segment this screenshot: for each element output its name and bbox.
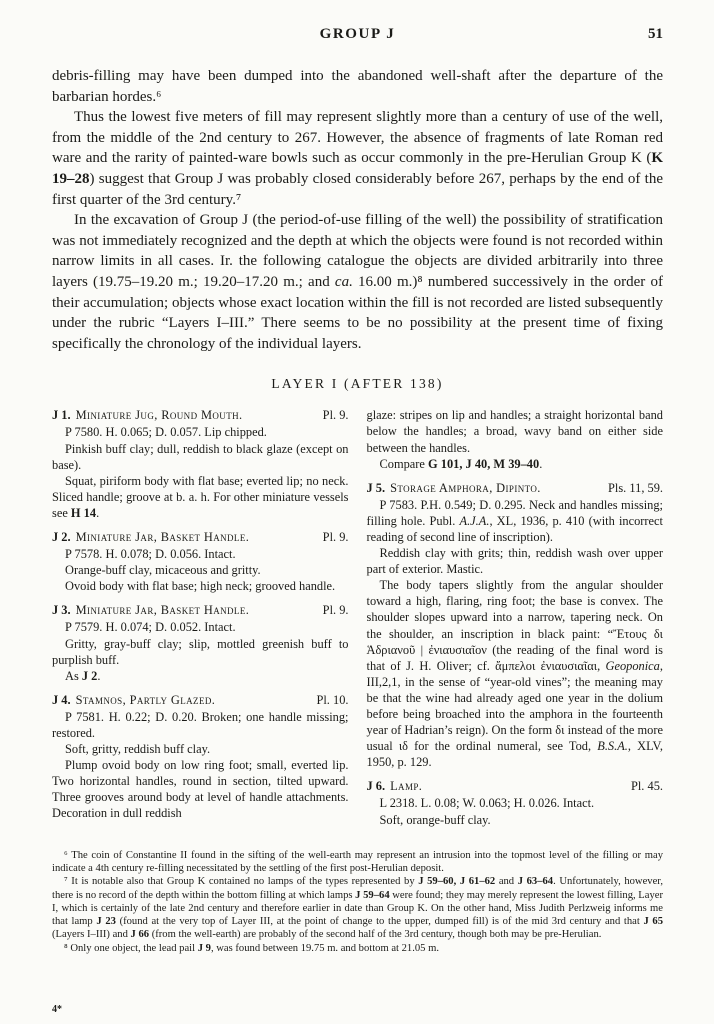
text-segment: J 65 (643, 916, 663, 928)
catalog (52, 407, 663, 835)
entry-heading (367, 480, 664, 496)
footnotes-section (52, 849, 663, 955)
plate-reference: Pl. 9. (322, 408, 349, 423)
entry-paragraph: P 7578. H. 0.078; D. 0.056. Intact. (65, 547, 236, 562)
text-segment: J 66 (130, 929, 150, 941)
entry-id: J 6. (366, 779, 386, 794)
intro-section (52, 66, 663, 354)
catalog-column-left (52, 407, 349, 835)
entry-id: J 4. (52, 692, 71, 707)
entry-id: J 3. (52, 603, 71, 618)
entry-heading (52, 407, 349, 423)
page-number: 51 (648, 26, 663, 42)
text-segment: P 7583. P.H. 0.549; D. 0.295. Neck and handles missing; filling hole. Publ. (366, 497, 663, 528)
entry-heading (367, 778, 664, 794)
text-segment: J 59–60, J 61–62 (418, 876, 496, 888)
page-header (52, 26, 663, 46)
plate-reference: Pl. 10. (316, 692, 349, 707)
entry-paragraph: P 7580. H. 0.065; D. 0.057. Lip chipped. (65, 425, 267, 440)
text-segment: ⁸ Only one object, the lead pail (64, 942, 198, 954)
footnote-8 (52, 942, 663, 955)
catalog-entry-j2 (52, 529, 349, 594)
text-segment: , was found between 19.75 m. and bottom at 21.05 m. (210, 942, 440, 954)
text-segment: Squat, piriform body with flat base; everted lip; no neck. Sliced handle; groove at b. a. h. For other miniature vessels see (52, 473, 349, 520)
plate-reference: Pl. 45. (630, 779, 663, 794)
entry-title: Miniature Jar, Basket Handle. (75, 529, 250, 544)
entry-heading (52, 529, 349, 545)
entry-paragraph (52, 473, 349, 521)
text-segment: A.J.A. (459, 513, 490, 528)
text-segment: (found at the very top of Layer III, at the point of change to the upper, dumped fill) is of the mid 3rd century and that (115, 916, 644, 928)
running-title: GROUP J (319, 26, 396, 42)
text-segment: J 2 (81, 668, 98, 683)
footnote-6: ⁶ The coin of Constantine II found in the sifting of the well-earth may represent an intrusion into the topmost level of the filling or may indicate a 4th century re-filling necessitated by the settling of the first post-Herulian deposit. (52, 849, 663, 874)
entry-title: Miniature Jug, Round Mouth. (75, 408, 243, 423)
catalog-column-right (367, 407, 664, 835)
text-segment: J 9 (197, 942, 211, 954)
text-segment: Thus the lowest five meters of fill may represent slightly more than a century of use of the well, from the middle of the 2nd century to 267. However, the absence of fragments of late Roman red ware and the rarity of painted-ware bowls such as occur commonly in the pre-Herulian Group K ( (52, 109, 663, 167)
text-segment: (Layers I–III) and (52, 929, 131, 941)
intro-paragraph-1: debris-filling may have been dumped into the abandoned well-shaft after the departure of the barbarian hordes.⁶ (52, 68, 663, 105)
text-segment: ca. (334, 273, 353, 290)
catalog-entry-j5 (367, 480, 664, 771)
text-segment: . (96, 505, 100, 520)
text-segment: , III,2,1, in the sense of “year-old vines”; the meaning may be that the wine had already aged one year in the dolium before being broached into the amphora in the fourteenth year of Hadrian’s reign). On the form δι instead of the more usual ιδ for the ordinal numeral, see Tod, (366, 658, 663, 754)
text-segment: and (495, 876, 518, 888)
catalog-entry-j4-continuation (367, 407, 664, 471)
entry-paragraph: Pinkish buff clay; dull, reddish to black glaze (except on base). (52, 441, 349, 472)
entry-title: Miniature Jar, Basket Handle. (75, 603, 250, 618)
text-segment: B.S.A. (597, 739, 628, 754)
entry-paragraph: glaze: stripes on lip and handles; a straight horizontal band below the handles; a broad, wavy band on either side between the handles. (366, 408, 663, 455)
entry-paragraph (367, 497, 664, 545)
text-segment: In the excavation of Group J (the period-of-use filling of the well) the possibility of stratification was not immediately recognized and the depth at which the objects were found is not recorded within narrow limits in all cases. Ir. the following catalogue the objects are divided arbitrarily into three layers (19.75–19.20 m.; 19.20–17.20 m.; and (52, 212, 663, 290)
entry-paragraph: P 7579. H. 0.074; D. 0.052. Intact. (65, 620, 236, 635)
entry-paragraph (367, 456, 664, 472)
entry-paragraph (52, 668, 349, 684)
footnote-7 (52, 875, 663, 941)
text-segment: Geoponica (605, 658, 660, 673)
entry-heading (52, 692, 349, 708)
entry-paragraph: Ovoid body with flat base; high neck; grooved handle. (65, 579, 336, 594)
text-segment: J 63–64 (517, 876, 554, 888)
entry-title: Storage Amphora, Dipinto. (390, 480, 541, 495)
text-segment: J 23 (96, 916, 116, 928)
plate-reference: Pl. 9. (322, 529, 349, 544)
entry-title: Lamp. (390, 779, 423, 794)
entry-id: J 5. (366, 480, 386, 495)
entry-paragraph: Plump ovoid body on low ring foot; small, everted lip. Two horizontal handles, round in section, tilted upward. Three grooves around body at level of handle attachments. Decoration in dull reddish (52, 758, 349, 821)
plate-reference: Pl. 9. (322, 603, 349, 618)
text-segment: As (65, 668, 82, 683)
text-segment: , XL, 1936, p. 410 (with incorrect reading of second line of inscription). (366, 513, 663, 544)
catalog-entry-j3 (52, 602, 349, 683)
entry-paragraph: P 7581. H. 0.22; D. 0.20. Broken; one handle missing; restored. (52, 709, 349, 740)
entry-id: J 2. (52, 529, 71, 544)
text-segment: . Unfortunately, however, there is no record of the depth within the bottom filling at which lamps (52, 876, 664, 901)
catalog-entry-j1 (52, 407, 349, 521)
entry-paragraph: Soft, gritty, reddish buff clay. (65, 742, 211, 757)
entry-paragraph: Reddish clay with grits; thin, reddish wash over upper part of exterior. Mastic. (366, 546, 663, 577)
signature-mark: 4* (52, 1004, 62, 1015)
intro-paragraph-3 (52, 210, 663, 354)
text-segment: Compare (379, 456, 429, 471)
text-segment: 16.00 m.)⁸ numbered successively in the order of their accumulation; objects whose exact location within the fill is not recorded are listed subsequently under the rubric “Layers I–III.” There seems to be no possibility at the present time of fixing specifically the chronology of the individual layers. (52, 273, 663, 352)
intro-paragraph-2 (52, 107, 663, 210)
catalog-entry-j6 (367, 778, 664, 827)
section-heading: LAYER I (AFTER 138) (271, 376, 444, 392)
text-segment: . (97, 668, 101, 683)
entry-heading (52, 602, 349, 618)
text-segment: The body tapers slightly from the angular shoulder toward a high, flaring, ring foot; the base is convex. The shoulder slopes upward into a narrow, tapering neck. On the shoulder, an inscription in black paint: “Ἔτους δι Ἁδριανοῦ | ἐνιαυσιαῖον (the reading of the final word is that of J. H. Oliver; cf. ἄμπελοι ἐνιαυσιαῖαι, (366, 578, 663, 673)
text-segment: (from the well-earth) are probably of the second half of the 3rd century, though both may be pre-Herulian. (149, 929, 602, 941)
entry-paragraph: L 2318. L. 0.08; W. 0.063; H. 0.026. Intact. (379, 796, 595, 811)
entry-paragraph: Soft, orange-buff clay. (379, 812, 491, 827)
text-segment: ⁷ It is notable also that Group K contained no lamps of the types represented by (64, 876, 419, 888)
entry-paragraph: Gritty, gray-buff clay; slip, mottled greenish buff to purplish buff. (52, 636, 349, 667)
entry-id: J 1. (52, 408, 71, 423)
text-segment: K 19–28 (52, 150, 663, 187)
text-segment: . (539, 456, 543, 471)
plate-reference: Pls. 11, 59. (608, 480, 663, 495)
text-segment: were found; they may merely represent the lowest filling, Layer I, which is certainly of the late 2nd century and therefore earlier in date than Group K. On the other hand, Miss Judith Perlzweig informs me that lamp (52, 889, 663, 928)
entry-paragraph: Orange-buff clay, micaceous and gritty. (65, 563, 261, 578)
text-segment: J 59–64 (355, 889, 390, 901)
catalog-entry-j4 (52, 692, 349, 822)
entry-paragraph (367, 577, 664, 770)
entry-title: Stamnos, Partly Glazed. (75, 692, 216, 707)
text-segment: ) suggest that Group J was probably closed considerably before 267, perhaps by the end of the first quarter of the 3rd century.⁷ (52, 170, 663, 208)
text-segment: G 101, J 40, M 39–40 (428, 456, 540, 471)
text-segment: , XLV, 1950, p. 129. (366, 739, 663, 770)
text-segment: H 14 (70, 505, 97, 520)
